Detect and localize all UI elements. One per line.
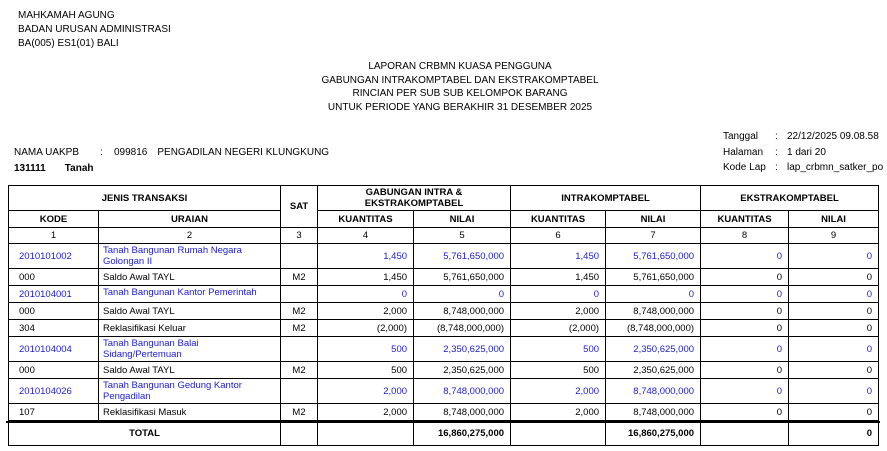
cell-ekstra-nilai: 0 xyxy=(789,337,879,362)
meta-value-halaman: 1 dari 20 xyxy=(787,146,826,158)
cell-gab-nilai: 5,761,650,000 xyxy=(414,269,511,286)
cell-uraian: Tanah Bangunan Gedung Kantor Pengadilan xyxy=(99,379,281,404)
col-number-9: 9 xyxy=(789,228,879,244)
meta-row-halaman xyxy=(723,145,883,161)
cell-sat: M2 xyxy=(281,303,318,320)
org-line-2: BADAN URUSAN ADMINISTRASI xyxy=(18,24,171,35)
header-ekstra-kuantitas: KUANTITAS xyxy=(701,211,789,228)
cell-intra-nilai: 2,350,625,000 xyxy=(606,362,701,379)
cell-uraian: Saldo Awal TAYL xyxy=(99,269,281,286)
col-number-6: 6 xyxy=(511,228,606,244)
cell-sat xyxy=(281,286,318,303)
table-row-detail xyxy=(9,269,879,286)
subgroup-name: Tanah xyxy=(64,163,94,174)
report-title-line-4: UNTUK PERIODE YANG BERAKHIR 31 DESEMBER 2025 xyxy=(327,101,593,113)
meta-label-kode-lap: Kode Lap xyxy=(723,162,766,173)
meta-label-halaman: Halaman xyxy=(723,146,764,158)
cell-gab-nilai: 8,748,000,000 xyxy=(414,303,511,320)
cell-ekstra-kuantitas: 0 xyxy=(701,286,789,303)
header-jenis-transaksi: JENIS TRANSAKSI xyxy=(9,186,281,211)
table-body xyxy=(9,244,879,446)
cell-intra-nilai: 0 xyxy=(606,286,701,303)
cell-kode: 000 xyxy=(9,303,99,320)
cell-gab-nilai: 8,748,000,000 xyxy=(414,404,511,421)
cell-intra-kuantitas: (2,000) xyxy=(511,320,606,337)
cell-ekstra-nilai: 0 xyxy=(789,286,879,303)
cell-gab-nilai: 8,748,000,000 xyxy=(414,379,511,404)
cell-gab-nilai: 0 xyxy=(414,286,511,303)
cell-intra-kuantitas: 1,450 xyxy=(511,244,606,269)
cell-ekstra-nilai: 0 xyxy=(789,269,879,286)
uakpb-code: 099816 xyxy=(114,147,148,158)
cell-ekstra-kuantitas: 0 xyxy=(701,362,789,379)
header-uraian: URAIAN xyxy=(99,211,281,228)
subgroup-row xyxy=(14,163,94,174)
cell-uraian: Reklasifikasi Masuk xyxy=(99,404,281,421)
col-number-4: 4 xyxy=(318,228,414,244)
org-line-1: MAHKAMAH AGUNG xyxy=(18,10,115,21)
meta-label-tanggal: Tanggal xyxy=(723,131,759,142)
cell-ekstra-kuantitas: 0 xyxy=(701,244,789,269)
table-row-detail xyxy=(9,362,879,379)
col-number-3: 3 xyxy=(281,228,318,244)
table-row-detail xyxy=(9,404,879,421)
meta-value-tanggal: 22/12/2025 09.08.58 xyxy=(787,131,879,142)
report-title-line-2: GABUNGAN INTRAKOMPTABEL DAN EKSTRAKOMPTABEL xyxy=(321,74,599,86)
cell-intra-kuantitas: 2,000 xyxy=(511,404,606,421)
header-gabungan: GABUNGAN INTRA & EKSTRAKOMPTABEL xyxy=(318,186,511,211)
meta-value-kode-lap: lap_crbmn_satker_po xyxy=(787,162,884,173)
table-row-detail xyxy=(9,320,879,337)
header-kode: KODE xyxy=(9,211,99,228)
cell-ekstra-nilai: 0 xyxy=(789,244,879,269)
subgroup-code: 131111 xyxy=(14,163,46,174)
cell-uraian: Reklasifikasi Keluar xyxy=(99,320,281,337)
cell-intra-nilai: 5,761,650,000 xyxy=(606,269,701,286)
cell-kode: 2010104001 xyxy=(9,286,99,303)
report-title-line-3: RINCIAN PER SUB SUB KELOMPOK BARANG xyxy=(352,88,568,99)
cell-gab-nilai: 5,761,650,000 xyxy=(414,244,511,269)
total-intra-nilai: 16,860,275,000 xyxy=(606,421,701,446)
cell-uraian: Saldo Awal TAYL xyxy=(99,303,281,320)
cell-uraian: Tanah Bangunan Rumah Negara Golongan II xyxy=(99,244,281,269)
cell-ekstra-nilai: 0 xyxy=(789,303,879,320)
cell-gab-nilai: 2,350,625,000 xyxy=(414,337,511,362)
cell-intra-nilai: (8,748,000,000) xyxy=(606,320,701,337)
cell-sat: M2 xyxy=(281,362,318,379)
header-intrakomptabel: INTRAKOMPTABEL xyxy=(511,186,701,211)
org-header xyxy=(18,9,171,51)
cell-sat xyxy=(281,337,318,362)
table-row-detail xyxy=(9,303,879,320)
meta-row-kode-lap xyxy=(723,160,883,176)
org-line-3: BA(005) ES1(01) BALI xyxy=(18,38,119,49)
header-sat: SAT xyxy=(281,186,318,228)
cell-gab-kuantitas: 0 xyxy=(318,286,414,303)
col-number-8: 8 xyxy=(701,228,789,244)
cell-ekstra-kuantitas: 0 xyxy=(701,303,789,320)
total-ekstra-nilai: 0 xyxy=(789,421,879,446)
meta-colon: : xyxy=(775,146,778,158)
header-intra-kuantitas: KUANTITAS xyxy=(511,211,606,228)
uakpb-name: PENGADILAN NEGERI KLUNGKUNG xyxy=(157,147,330,158)
header-ekstrakomptabel: EKSTRAKOMPTABEL xyxy=(701,186,879,211)
cell-kode: 2010101002 xyxy=(9,244,99,269)
cell-ekstra-kuantitas: 0 xyxy=(701,337,789,362)
cell-ekstra-kuantitas: 0 xyxy=(701,379,789,404)
cell-ekstra-kuantitas: 0 xyxy=(701,269,789,286)
cell-gab-kuantitas: 500 xyxy=(318,362,414,379)
cell-ekstra-kuantitas: 0 xyxy=(701,404,789,421)
report-title-line-1: LAPORAN CRBMN KUASA PENGGUNA xyxy=(368,61,552,72)
cell-ekstra-nilai: 0 xyxy=(789,320,879,337)
cell-intra-kuantitas: 500 xyxy=(511,362,606,379)
cell-gab-kuantitas: 2,000 xyxy=(318,404,414,421)
cell-intra-kuantitas: 1,450 xyxy=(511,269,606,286)
uakpb-colon: : xyxy=(100,147,103,158)
header-intra-nilai: NILAI xyxy=(606,211,701,228)
cell-intra-kuantitas: 500 xyxy=(511,337,606,362)
cell-intra-nilai: 8,748,000,000 xyxy=(606,379,701,404)
col-number-5: 5 xyxy=(414,228,511,244)
cell-intra-nilai: 5,761,650,000 xyxy=(606,244,701,269)
header-ekstra-nilai: NILAI xyxy=(789,211,879,228)
table-header xyxy=(9,186,879,244)
col-number-7: 7 xyxy=(606,228,701,244)
report-table xyxy=(8,185,879,446)
cell-ekstra-nilai: 0 xyxy=(789,379,879,404)
cell-gab-nilai: (8,748,000,000) xyxy=(414,320,511,337)
cell-sat xyxy=(281,379,318,404)
total-gab-nilai: 16,860,275,000 xyxy=(414,421,511,446)
cell-intra-kuantitas: 2,000 xyxy=(511,303,606,320)
cell-ekstra-nilai: 0 xyxy=(789,404,879,421)
cell-gab-kuantitas: 1,450 xyxy=(318,244,414,269)
uakpb-label: NAMA UAKPB xyxy=(14,147,80,158)
cell-intra-kuantitas: 2,000 xyxy=(511,379,606,404)
cell-kode: 2010104004 xyxy=(9,337,99,362)
header-gab-kuantitas: KUANTITAS xyxy=(318,211,414,228)
cell-uraian: Tanah Bangunan Balai Sidang/Pertemuan xyxy=(99,337,281,362)
cell-ekstra-kuantitas: 0 xyxy=(701,320,789,337)
cell-kode: 000 xyxy=(9,362,99,379)
bottom-double-rule xyxy=(6,421,880,425)
cell-gab-kuantitas: 2,000 xyxy=(318,303,414,320)
table-row-group xyxy=(9,244,879,269)
table-row-group xyxy=(9,379,879,404)
cell-gab-kuantitas: (2,000) xyxy=(318,320,414,337)
meta-colon: : xyxy=(775,162,778,173)
meta-colon: : xyxy=(775,131,778,142)
col-number-1: 1 xyxy=(9,228,99,244)
cell-gab-kuantitas: 1,450 xyxy=(318,269,414,286)
header-gab-nilai: NILAI xyxy=(414,211,511,228)
table-row-group xyxy=(9,337,879,362)
cell-sat xyxy=(281,244,318,269)
cell-sat: M2 xyxy=(281,269,318,286)
total-label: TOTAL xyxy=(9,421,281,446)
col-number-2: 2 xyxy=(99,228,281,244)
table-row-group xyxy=(9,286,879,303)
cell-gab-nilai: 2,350,625,000 xyxy=(414,362,511,379)
cell-intra-nilai: 2,350,625,000 xyxy=(606,337,701,362)
cell-intra-nilai: 8,748,000,000 xyxy=(606,303,701,320)
cell-kode: 107 xyxy=(9,404,99,421)
cell-uraian: Tanah Bangunan Kantor Pemerintah xyxy=(99,286,281,303)
cell-intra-nilai: 8,748,000,000 xyxy=(606,404,701,421)
uakpb-row xyxy=(14,147,329,158)
cell-sat: M2 xyxy=(281,320,318,337)
cell-gab-kuantitas: 500 xyxy=(318,337,414,362)
report-meta xyxy=(723,129,883,176)
meta-row-tanggal xyxy=(723,129,883,145)
cell-ekstra-nilai: 0 xyxy=(789,362,879,379)
cell-sat: M2 xyxy=(281,404,318,421)
cell-intra-kuantitas: 0 xyxy=(511,286,606,303)
cell-kode: 304 xyxy=(9,320,99,337)
cell-gab-kuantitas: 2,000 xyxy=(318,379,414,404)
cell-kode: 2010104026 xyxy=(9,379,99,404)
report-title xyxy=(30,60,887,114)
cell-kode: 000 xyxy=(9,269,99,286)
cell-uraian: Saldo Awal TAYL xyxy=(99,362,281,379)
